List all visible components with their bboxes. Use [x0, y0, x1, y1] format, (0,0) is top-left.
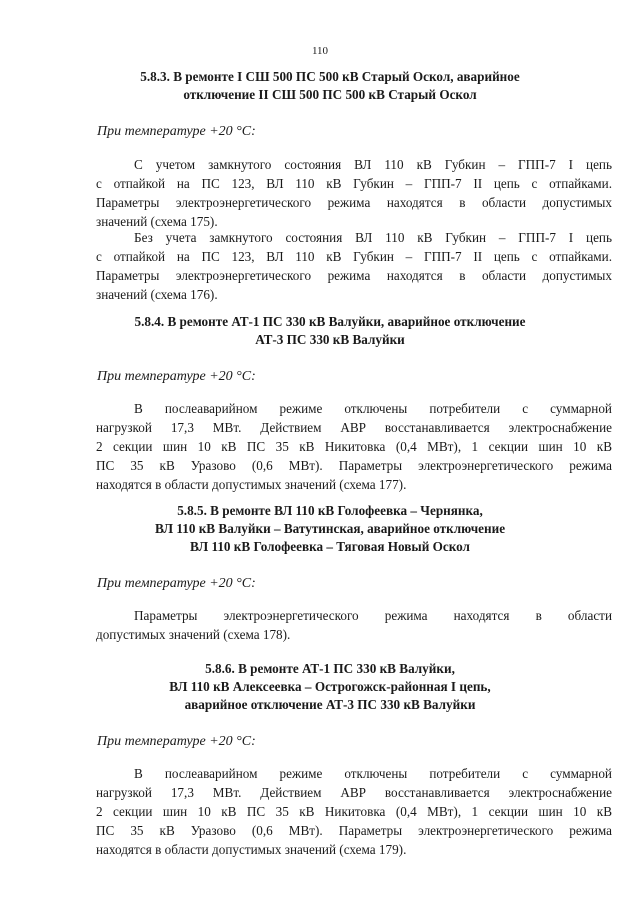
- heading-line: 5.8.5. В ремонте ВЛ 110 кВ Голофеевка – Чернянка,: [177, 503, 483, 518]
- section-heading-5-8-3: [95, 68, 565, 104]
- paragraph-line: находятся в области допустимых значений (схема 177).: [96, 477, 407, 492]
- paragraph: [96, 228, 612, 304]
- section-heading-5-8-5: [95, 502, 565, 556]
- temperature-label: При температуре +20 °С:: [97, 124, 256, 139]
- paragraph-line: значений (схема 176).: [96, 287, 218, 302]
- heading-line: 5.8.4. В ремонте АТ-1 ПС 330 кВ Валуйки, аварийное отключение: [134, 314, 526, 329]
- paragraph-line: С учетом замкнутого состояния ВЛ 110 кВ Губкин – ГПП-7 I цепь: [134, 157, 612, 172]
- paragraph: [96, 606, 612, 644]
- paragraph-line: 2 секции шин 10 кВ ПС 35 кВ Никитовка (0,4 МВт), 1 секции шин 10 кВ: [96, 804, 612, 819]
- temperature-label: При температуре +20 °С:: [97, 369, 256, 384]
- paragraph-line: нагрузкой 17,3 МВт. Действием АВР восстанавливается электроснабжение: [96, 785, 612, 800]
- paragraph-line: 2 секции шин 10 кВ ПС 35 кВ Никитовка (0,4 МВт), 1 секции шин 10 кВ: [96, 439, 612, 454]
- heading-line: АТ-3 ПС 330 кВ Валуйки: [255, 332, 405, 347]
- paragraph-line: Параметры электроэнергетического режима находятся в области: [134, 608, 612, 623]
- paragraph-line: с отпайкой на ПС 123, ВЛ 110 кВ Губкин – ГПП-7 II цепь с отпайками.: [96, 176, 612, 191]
- heading-line: отключение II СШ 500 ПС 500 кВ Старый Оскол: [183, 87, 477, 102]
- paragraph-line: Параметры электроэнергетического режима находятся в области допустимых: [96, 268, 612, 283]
- paragraph-line: нагрузкой 17,3 МВт. Действием АВР восстанавливается электроснабжение: [96, 420, 612, 435]
- page-number: 110: [311, 45, 329, 57]
- paragraph-line: допустимых значений (схема 178).: [96, 627, 291, 642]
- paragraph: [96, 399, 612, 494]
- paragraph-line: Параметры электроэнергетического режима находятся в области допустимых: [96, 195, 612, 210]
- heading-line: 5.8.3. В ремонте I СШ 500 ПС 500 кВ Старый Оскол, аварийное: [140, 69, 520, 84]
- temperature-label: При температуре +20 °С:: [97, 576, 256, 591]
- temperature-label: При температуре +20 °С:: [97, 734, 256, 749]
- heading-line: ВЛ 110 кВ Алексеевка – Острогожск-районная I цепь,: [169, 679, 491, 694]
- paragraph-line: с отпайкой на ПС 123, ВЛ 110 кВ Губкин – ГПП-7 II цепь с отпайками.: [96, 249, 612, 264]
- heading-line: ВЛ 110 кВ Валуйки – Ватутинская, аварийное отключение: [154, 521, 506, 536]
- paragraph-line: ПС 35 кВ Уразово (0,6 МВт). Параметры электроэнергетического режима: [96, 823, 612, 838]
- paragraph-line: В послеаварийном режиме отключены потребители с суммарной: [134, 401, 612, 416]
- paragraph: [96, 764, 612, 859]
- paragraph-line: В послеаварийном режиме отключены потребители с суммарной: [134, 766, 612, 781]
- section-heading-5-8-6: [95, 660, 565, 714]
- heading-line: ВЛ 110 кВ Голофеевка – Тяговая Новый Оскол: [190, 539, 470, 554]
- heading-line: аварийное отключение АТ-3 ПС 330 кВ Валуйки: [184, 697, 476, 712]
- paragraph-line: ПС 35 кВ Уразово (0,6 МВт). Параметры электроэнергетического режима: [96, 458, 612, 473]
- paragraph-line: значений (схема 175).: [96, 214, 218, 229]
- paragraph-line: Без учета замкнутого состояния ВЛ 110 кВ Губкин – ГПП-7 I цепь: [134, 230, 612, 245]
- paragraph-line: находятся в области допустимых значений (схема 179).: [96, 842, 407, 857]
- section-heading-5-8-4: [95, 313, 565, 349]
- heading-line: 5.8.6. В ремонте АТ-1 ПС 330 кВ Валуйки,: [205, 661, 455, 676]
- paragraph: [96, 155, 612, 231]
